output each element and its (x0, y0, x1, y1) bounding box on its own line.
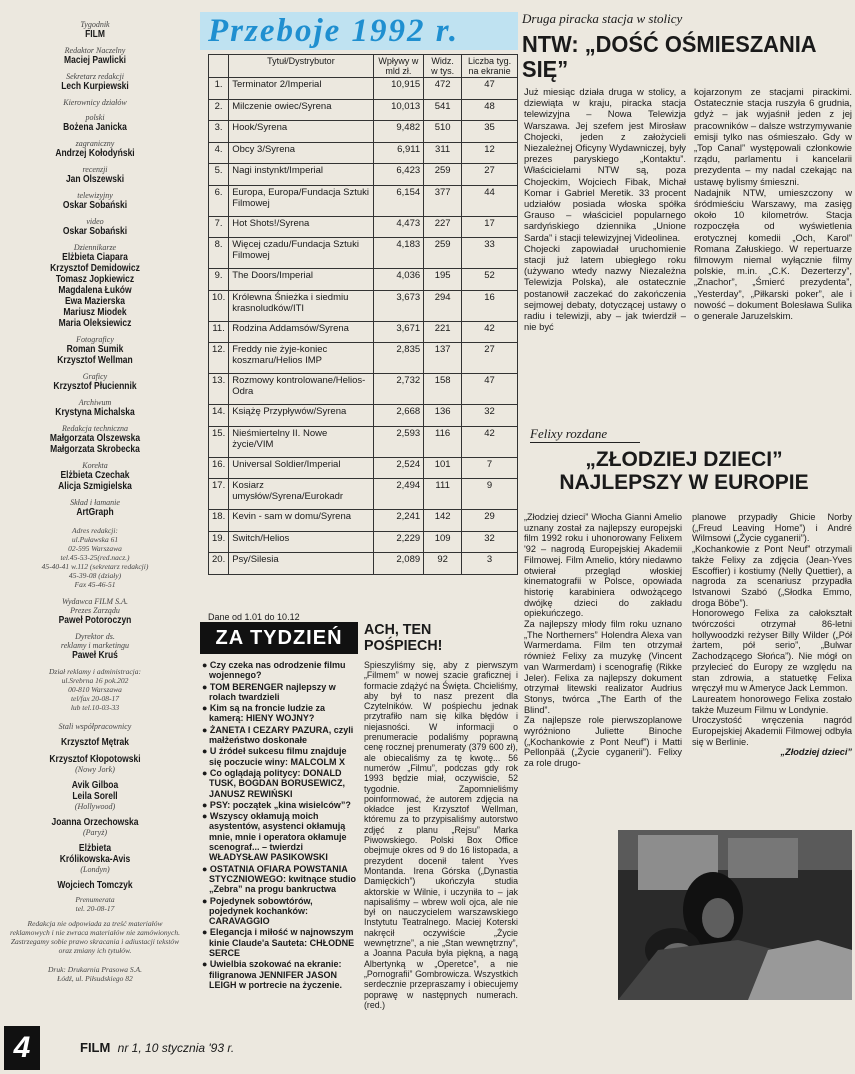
collaborators-list (0, 737, 190, 891)
table-cell: Książę Przypływów/Syrena (229, 405, 373, 427)
masthead-role: zagraniczny (75, 139, 115, 148)
table-row (209, 164, 518, 186)
masthead-role: polski (85, 113, 105, 122)
table-cell: 4,183 (373, 238, 423, 269)
masthead-name: Lech Kurpiewski (61, 81, 129, 92)
table-header (209, 55, 518, 78)
table-row (209, 185, 518, 216)
table-cell: Milczenie owiec/Syrena (229, 99, 373, 121)
page-number: 4 (4, 1026, 40, 1070)
masthead-name: ArtGraph (76, 507, 114, 518)
table-cell: 27 (462, 343, 518, 374)
table-cell: 42 (462, 321, 518, 343)
collaborators-role: Stali współpracownicy (58, 722, 132, 731)
table-row (209, 479, 518, 510)
ntw-column-2: kojarzonym ze stacjami pirackimi. Ostatecznie stacja ruszyła 6 grudnia, gdyż – jak wyjaśnił jeden z jej pracowników – dalsze wstrzymywanie emisji tylko nas ośmieszało. Gdy w „Top Canal” występowali członkowie rządu, parlamentu i kancelarii prezydenta – my nadal czekając na ustawę bylismy śmieszni. Nadajnik NTW, umieszczony w śródmieściu Warszawy, ma zasięg około 10 kilometrów. Stacja rozpoczęła od wyświetlenia erotycznej komedii „Och, Karol” Romana Załuskiego. W repertuarze filmowym niemal wyłącznie filmy polskie, m.in. „C.K. Dezerterzy”, „Znachor”, „Śmierć prezydenta”, „Yesterday”, „Piłkarski poker”, ale i nowość – dokument Bolesława Sulika o generale Jaruzelskim. (694, 86, 852, 322)
table-row (209, 426, 518, 457)
list-item: ● Co oglądają politycy: DONALD TUSK, BOGDAN BORUSEWICZ, JANUSZ REWIŃSKI (202, 767, 345, 799)
table-cell: Switch/Helios (229, 531, 373, 553)
table-cell: 6,911 (373, 142, 423, 164)
masthead-name: Maciej Pawlicki (64, 55, 126, 66)
table-cell: 158 (424, 374, 462, 405)
table-cell: 4. (209, 142, 229, 164)
felixy-title: „ZŁODZIEJ DZIECI” NAJLEPSZY W EUROPIE (559, 448, 809, 494)
table-cell: Rodzina Addamsów/Syrena (229, 321, 373, 343)
table-cell: Kosiarz umysłów/Syrena/Eurokadr (229, 479, 373, 510)
publisher-name: Paweł Potoroczyn (58, 615, 132, 626)
masthead-role: Archiwum (78, 398, 112, 407)
next-week-title: ZA TYDZIEŃ (200, 622, 358, 654)
masthead-role: telewizyjny (77, 191, 113, 200)
chart-title: Przeboje 1992 r. (200, 12, 518, 50)
table-row (209, 269, 518, 291)
masthead (0, 0, 190, 1010)
table-cell: 472 (424, 78, 462, 100)
masthead-name: Oskar Sobański (62, 200, 128, 211)
masthead-name: Andrzej Kołodyński (55, 148, 135, 159)
felixy-signature: „Złodziej dzieci” (780, 747, 852, 758)
list-item: ● Czy czeka nas odrodzenie filmu wojennego? (202, 660, 346, 681)
collaborator-city: (Paryż) (83, 828, 107, 837)
table-cell: Freddy nie żyje-koniec koszmaru/Helios IMP (229, 343, 373, 374)
table-cell: 12 (462, 142, 518, 164)
table-cell: Universal Soldier/Imperial (229, 457, 373, 479)
collaborator-name: Krzysztof Kłopotowski (49, 754, 141, 765)
ntw-kicker: Druga piracka stacja w stolicy (522, 11, 683, 26)
table-cell: 9. (209, 269, 229, 291)
table-cell: 3,671 (373, 321, 423, 343)
table-cell: 17 (462, 216, 518, 238)
table-cell: 18. (209, 510, 229, 532)
table-cell: Nagi instynkt/Imperial (229, 164, 373, 186)
list-item: ● PSY: początek „kina wisielców”? (202, 799, 351, 810)
table-cell: 52 (462, 269, 518, 291)
table-cell: 2,229 (373, 531, 423, 553)
table-cell: 2,668 (373, 405, 423, 427)
director-name: Paweł Kruś (72, 650, 118, 661)
table-cell: 16. (209, 457, 229, 479)
table-cell: 510 (424, 121, 462, 143)
column-header: Widz. w tys. (424, 55, 462, 78)
masthead-name: Jan Olszewski (65, 174, 125, 185)
table-cell: 541 (424, 99, 462, 121)
table-cell: 2,494 (373, 479, 423, 510)
table-cell: 2,524 (373, 457, 423, 479)
table-cell: Nieśmiertelny II. Nowe życie/VIM (229, 426, 373, 457)
table-cell: Kevin - sam w domu/Syrena (229, 510, 373, 532)
table-cell: Hook/Syrena (229, 121, 373, 143)
list-item: ● TOM BERENGER najlepszy w rolach twardzieli (202, 681, 336, 702)
masthead-role: Korekta (82, 461, 108, 470)
collaborator-city: (Londyn) (80, 865, 110, 874)
admin-info: Dział reklamy i administracja: ul.Srebrna 16 pok.202 00-810 Warszawa tel/fax 20-08-17 lub tel.10-03-33 (48, 667, 141, 712)
disclaimer: Redakcja nie odpowiada za treść materiałów reklamowych i nie zwraca materiałów nie zamówionych. Zastrzegamy sobie prawo skracania i adiustacji tekstów oraz zmiany ich tytułów. (10, 919, 180, 955)
table-cell: 142 (424, 510, 462, 532)
table-cell: 16 (462, 290, 518, 321)
table-cell: 4,036 (373, 269, 423, 291)
list-item: ● Kim są na froncie ludzie za kamerą: HIENY WOJNY? (202, 703, 325, 724)
collaborator-name: Krzysztof Mętrak (60, 737, 130, 748)
table-cell: 294 (424, 290, 462, 321)
collaborator-name: Avik Gilboa Leila Sorell (71, 780, 119, 802)
table-cell: 44 (462, 185, 518, 216)
masthead-name: Elżbieta Czechak Alicja Szmigielska (58, 470, 132, 492)
table-cell: 6,423 (373, 164, 423, 186)
table-row (209, 238, 518, 269)
table-cell: 109 (424, 531, 462, 553)
table-cell: 33 (462, 238, 518, 269)
masthead-name: Małgorzata Olszewska Małgorzata Skrobecka (49, 433, 141, 455)
collaborator-city: (Hollywood) (74, 802, 116, 811)
table-cell: 27 (462, 164, 518, 186)
table-cell: 2,835 (373, 343, 423, 374)
table-cell: 259 (424, 238, 462, 269)
publisher-role: Wydawca FILM S.A. Prezes Zarządu (62, 597, 128, 615)
table-row (209, 321, 518, 343)
table-row (209, 142, 518, 164)
footer-issue: nr 1, 10 stycznia '93 r. (117, 1041, 235, 1055)
column-header: Wpływy w mld zł. (373, 55, 423, 78)
table-row (209, 78, 518, 100)
table-row (209, 510, 518, 532)
masthead-name: Krystyna Michalska (55, 407, 135, 418)
table-cell: 4,473 (373, 216, 423, 238)
table-cell: 14. (209, 405, 229, 427)
table-row (209, 121, 518, 143)
collaborator-city: (Nowy Jork) (75, 765, 115, 774)
footer (80, 1040, 234, 1055)
masthead-role: Sekretarz redakcji (66, 72, 124, 81)
table-cell: Europa, Europa/Fundacja Sztuki Filmowej (229, 185, 373, 216)
table-cell: 3. (209, 121, 229, 143)
table-cell: Hot Shots!/Syrena (229, 216, 373, 238)
table-cell: 6. (209, 185, 229, 216)
table-cell: 3,673 (373, 290, 423, 321)
masthead-role: recenzji (82, 165, 108, 174)
table-cell: 17. (209, 479, 229, 510)
table-cell: 13. (209, 374, 229, 405)
table-cell: 9,482 (373, 121, 423, 143)
table-row (209, 553, 518, 575)
table-cell: 35 (462, 121, 518, 143)
table-row (209, 531, 518, 553)
table-cell: 10,915 (373, 78, 423, 100)
masthead-role: video (86, 217, 104, 226)
table-cell: 8. (209, 238, 229, 269)
director-role: Dyrektor ds. reklamy i marketingu (60, 632, 130, 650)
table-cell: 259 (424, 164, 462, 186)
column-header: Liczba tyg. na ekranie (462, 55, 518, 78)
table-cell: 1. (209, 78, 229, 100)
list-item: ● U źródeł sukcesu filmu znajduje się poczucie winy: MALCOLM X (202, 746, 347, 767)
address: Adres redakcji: ul.Puławska 61 02-595 Warszawa tel.45-53-25(red.nacz.) 45-40-41 w.112 (sekretarz redakcji) 45-39-08 (działy) Fax 45-46-51 (41, 526, 149, 589)
felixy-column-1: „Złodziej dzieci” Włocha Gianni Amelio uznany został za najlepszy europejski film 1992 roku i uhonorowany Felixem '92 – nagrodą Europejskiej Akademii Filmowej. Film Amelio, który niedawno otwierał przegląd włoskiej kinematografii w Polsce, opowiada historię karabiniera odwożącego dwójkę dzieci do zakładu opiekuńczego. Za najlepszy młody film roku uznano „The Northerners” Holendra Alexa van Warmerdama. Film ten otrzymał również Felixy za muzykę (Vincent van Warmerdam) i scenografię (Rikke Jeler). Felixa za najlepszy dokument otrzymał litewski realizator Audrius Stonys, twórca „The Earth of the Blind”. Za najlepsze role pierwszoplanowe wyróżniono Juliette Binoche („Kochankowie z Pont Neuf”) i Matti Pellonpää („Życie cyganerii”). Felixy za role drugo- (524, 512, 682, 769)
table-cell: 2,241 (373, 510, 423, 532)
film-still-photo (618, 830, 852, 1000)
felixy-column-2-text: planowe przypadły Ghicie Norby („Freud Leaving Home”) i André Wilmsowi („Życie cyganerii”). „Kochankowie z Pont Neuf” otrzymali także Felixy za zdjęcia (Jean-Yves Escoffier) i kostiumy (Nelly Quettier), a nagroda za scenariusz przypadła Istvanowi Szabó („Słodka Emmo, droga Böbe”). Honorowego Felixa za całokształt twórczości otrzymał 86-letni hollywoodzki reżyser Billy Wilder („Pół żartem, pół serio”, „Bulwar Zachodzącego Słońca”). Nie mógł on przylecieć do Europy ze względu na stan zdrowia, a statuetkę Felixa wręczył mu w Ameryce Jack Lemmon. Laureatem honorowego Felixa zostało także Muzeum Filmu w Londynie. Uroczystość wręczenia nagród Europejskiej Akademii Filmowej odbyła się w Berlinie. (692, 512, 852, 747)
table-cell: 32 (462, 531, 518, 553)
table-cell: 2,732 (373, 374, 423, 405)
table-row (209, 457, 518, 479)
ach-text: Spieszyliśmy się, aby z pierwszym „Filmem” w nowej szacie graficznej i formacie zdążyć na Święta. Chcieliśmy, aby był to nasz prezent dla Czytelników. W pośpiechu jednak przytrafiło nam się kilka błędów i niejasności. W informacji o prenumeracie podaliśmy poprawną cenę rocznej prenumeraty (379 600 zł), ale obiecaliśmy za tę kwotę... 56 numerów „Filmu”, podczas gdy rok 1993 będzie miał, oczywiście, 52 tygodnie. Zapomnieliśmy poinformować, że autorem zdjęcia na okładce jest Krzysztof Wellman, któremu za to przypisaliśmy autorstwo zdjęć z planu „Rejsu” Marka Piwowskiego. Polski Box Office obejmuje okres od 9 do 16 listopada, a prezydent docenił talent Yves Montanda. Irena Górska („Dynastia Damięckich”) ukończyła studia aktorskie w Wilnie, i uczyniła to – jak napisaliśmy – wbrew woli ojca, ale nie był on nauczycielem warszawskiego Instytutu Teatralnego. Maciej Koterski nakręcił oczywiście „Życie wewnętrzne”, a nie „Stan wewnętrzny”, a Joanna Pacuła była piękną, a nagą Albertynką w „Operetce”, a nie „Pornografii” Gombrowicza. Wszystkich serdecznie przepraszamy i obiecujemy poprawę w następnych numerach. (red.) (364, 660, 518, 1010)
table-cell: 48 (462, 99, 518, 121)
table-cell: 5. (209, 164, 229, 186)
masthead-role: Dziennikarze (73, 243, 117, 252)
felixy-column-2 (692, 512, 852, 758)
table-row (209, 290, 518, 321)
next-week-list (202, 660, 358, 991)
table-cell: 20. (209, 553, 229, 575)
masthead-list (0, 0, 190, 518)
table-cell: 2. (209, 99, 229, 121)
table-cell: 227 (424, 216, 462, 238)
box-office-table (208, 54, 518, 575)
masthead-role: Graficy (82, 372, 108, 381)
table-cell: 19. (209, 531, 229, 553)
table-cell: 92 (424, 553, 462, 575)
table-cell: 7 (462, 457, 518, 479)
table-cell: Królewna Śnieżka i siedmiu krasnoludków/ITI (229, 290, 373, 321)
table-row (209, 99, 518, 121)
table-cell: 137 (424, 343, 462, 374)
table-cell: 2,089 (373, 553, 423, 575)
table-cell: 101 (424, 457, 462, 479)
table-cell: Psy/Silesia (229, 553, 373, 575)
data-range-note: Dane od 1.01 do 10.12 (208, 612, 300, 622)
masthead-role: Tygodnik (80, 20, 110, 29)
table-cell: Obcy 3/Syrena (229, 142, 373, 164)
masthead-name: Bożena Janicka (63, 122, 127, 133)
table-cell: 47 (462, 78, 518, 100)
list-item: ● Uwielbia szokować na ekranie: filigranowa JENNIFER JASON LEIGH w portrecie na życzenie. (202, 959, 343, 990)
table-cell: 3 (462, 553, 518, 575)
table-cell: 47 (462, 374, 518, 405)
table-cell: 10,013 (373, 99, 423, 121)
table-cell: 221 (424, 321, 462, 343)
masthead-name: FILM (85, 29, 105, 40)
table-cell: 15. (209, 426, 229, 457)
table-row (209, 216, 518, 238)
table-cell: Terminator 2/Imperial (229, 78, 373, 100)
masthead-role: Fotograficy (76, 335, 114, 344)
list-item: ● ŻANETA I CEZARY PAZURA, czyli małżeństwo doskonałe (202, 724, 354, 746)
ach-title: ACH, TEN POŚPIECH! (364, 621, 443, 654)
list-item: ● Pojedynek sobowtórów, pojedynek kochanków: CARAVAGGIO (202, 895, 313, 927)
table-cell: 42 (462, 426, 518, 457)
felixy-kicker: Felixy rozdane (530, 426, 640, 443)
masthead-role: Kierownicy działów (63, 98, 127, 107)
masthead-name: Elżbieta Ciapara Krzysztof Demidowicz Tomasz Jopkiewicz Magdalena Łuków Ewa Mazierska Mariusz Miodek Maria Oleksiewicz (50, 252, 140, 329)
ntw-column-1: Już miesiąc działa druga w stolicy, a dziewiąta w kraju, piracka stacja telewizyjna – Nowa Telewizja Warszawa. Jej szefem jest Mirosław Chojecki, jeden z założycieli Niezależnej Oficyny Wydawniczej, były prezes paryskiego „Kontaktu”. Właścicielami NTW są, poza Chojeckim, Wojciech Fibak, Michał Komar i Gabriel Meretik. 33 procent udziałów posiada włoska spółka Grauso – właściciel popularnego sardyńskiego dziennika „Unione Sarda” i stacji telewizyjnej Videolinea. Chojecki zapowiadał uruchomienie stacji już latem ubiegłego roku (używano wtedy nazwy Niezależna Telewizja Polska), ale ostatecznie postanowił zaczekać do zakończenia sejmowej debaty, dotyczącej ustawy o radiu i telewizji, aby – jak twierdził – nie być (524, 86, 686, 333)
table-cell: 136 (424, 405, 462, 427)
table-cell: 7. (209, 216, 229, 238)
masthead-role: Redakcja techniczna (62, 424, 128, 433)
table-cell: 32 (462, 405, 518, 427)
table-cell: 116 (424, 426, 462, 457)
print-info: Druk: Drukarnia Prasowa S.A. Łódź, ul. Piłsudskiego 82 (48, 965, 142, 983)
table-cell: Rozmowy kontrolowane/Helios-Odra (229, 374, 373, 405)
masthead-name: Roman Sumik Krzysztof Wellman (57, 344, 133, 366)
table-cell: 29 (462, 510, 518, 532)
table-row (209, 343, 518, 374)
table-cell: The Doors/Imperial (229, 269, 373, 291)
prenumerata: Prenumerata tel. 20-08-17 (75, 895, 115, 913)
table-cell: 6,154 (373, 185, 423, 216)
list-item: ● OSTATNIA OFIARA POWSTANIA STYCZNIOWEGO: kwitnące studio „Zebra” na progu bankructwa (202, 863, 357, 895)
table-cell: Więcej czadu/Fundacja Sztuki Filmowej (229, 238, 373, 269)
table-cell: 9 (462, 479, 518, 510)
table-cell: 195 (424, 269, 462, 291)
list-item: ● Wszyscy okłamują moich asystentów, asystenci okłamują mnie, mnie i operatora okłamuje scenograf... – twierdzi WŁADYSŁAW PASIKOWSKI (202, 811, 347, 863)
table-cell: 311 (424, 142, 462, 164)
table-cell: 111 (424, 479, 462, 510)
table-row (209, 405, 518, 427)
collaborator-name: Wojciech Tomczyk (57, 880, 133, 891)
masthead-role: Skład i łamanie (70, 498, 120, 507)
column-header (209, 55, 229, 78)
table-body (209, 78, 518, 575)
table-row (209, 374, 518, 405)
collaborator-name: Joanna Orzechowska (51, 817, 139, 828)
table-cell: 10. (209, 290, 229, 321)
list-item: ● Elegancja i miłość w najnowszym kinie Claude'a Sauteta: CHŁODNE SERCE (202, 927, 355, 959)
table-cell: 377 (424, 185, 462, 216)
ntw-title: NTW: „DOŚĆ OŚMIESZANIA SIĘ” (522, 31, 816, 82)
column-header: Tytuł/Dystrybutor (229, 55, 373, 78)
masthead-name: Krzysztof Płuciennik (53, 381, 137, 392)
table-cell: 2,593 (373, 426, 423, 457)
table-cell: 11. (209, 321, 229, 343)
masthead-role: Redaktor Naczelny (64, 46, 126, 55)
masthead-name: Oskar Sobański (62, 226, 128, 237)
footer-magazine: FILM (80, 1040, 111, 1055)
collaborator-name: Elżbieta Królikowska-Avis (59, 843, 131, 865)
table-cell: 12. (209, 343, 229, 374)
